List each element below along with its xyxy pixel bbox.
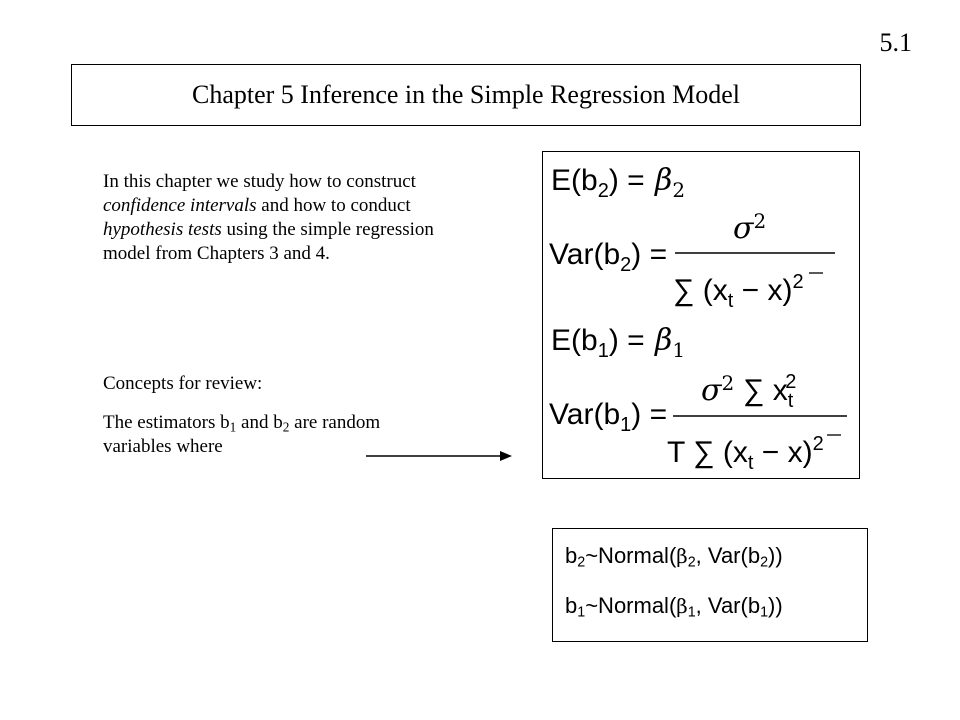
distribution-box	[552, 528, 868, 642]
formula-e-b2	[551, 163, 685, 202]
svg-text:σ2: $\sigma^2$	[701, 371, 735, 408]
distribution-b2: $b_2\sim Normal(\beta_2$, $Var(b_2)$)	[565, 543, 783, 571]
intro-paragraph	[103, 170, 463, 266]
intro-part-2: and how to conduct	[256, 195, 411, 216]
title-box	[71, 64, 861, 126]
concepts-sub-a: 1	[229, 419, 237, 435]
intro-italic-confidence-intervals: confidence intervals	[103, 195, 257, 216]
intro-part-1: In this chapter we study how to construct	[103, 171, 416, 192]
svg-text:Var(b1) =: $Var(b_1)$ =	[549, 398, 668, 436]
concepts-text-b: and b	[236, 412, 283, 433]
formula-box	[542, 151, 860, 479]
svg-text:E(b1) =: $E(b_1)$ =	[551, 324, 645, 362]
slide-number: 5.1	[879, 28, 912, 57]
concepts-text-a: The estimators b	[103, 412, 230, 433]
svg-text:∑ xt2: ∑ $x_t2$	[743, 371, 797, 412]
arrow-to-formulas	[366, 448, 514, 464]
distribution-b1: $b_1\sim Normal(\beta_1$, $Var(b_1)$)	[565, 593, 783, 621]
intro-part-3: using the simple regression model from Chapters 3 and 4.	[103, 219, 434, 264]
svg-text:σ2: $\sigma^2$	[733, 209, 767, 246]
slide-title: Chapter 5 Inference in the Simple Regression Model	[191, 80, 741, 109]
svg-text:E(b2) =: $E(b_2)$ =	[551, 164, 645, 202]
formula-var-b2	[549, 209, 835, 312]
svg-text:β1: $\beta_1$	[655, 323, 686, 362]
concepts-heading: Concepts for review:	[103, 373, 263, 394]
svg-text:β2: $\beta_2$	[655, 163, 686, 202]
formula-var-b1	[549, 371, 847, 474]
svg-text:T ∑ (xt − x)2: T ∑ $(x_t - x)^2$	[667, 433, 824, 474]
svg-text:Var(b2) =: $Var(b_2)$ =	[549, 238, 668, 276]
concepts-text-c: are random variables where	[103, 412, 381, 457]
concepts-sub-b: 2	[282, 419, 290, 435]
svg-text:∑ (xt − x)2: ∑ $(x_t - x)^2$	[673, 271, 804, 312]
intro-italic-hypothesis-tests: hypothesis tests	[103, 219, 222, 240]
formula-e-b1	[551, 323, 685, 362]
